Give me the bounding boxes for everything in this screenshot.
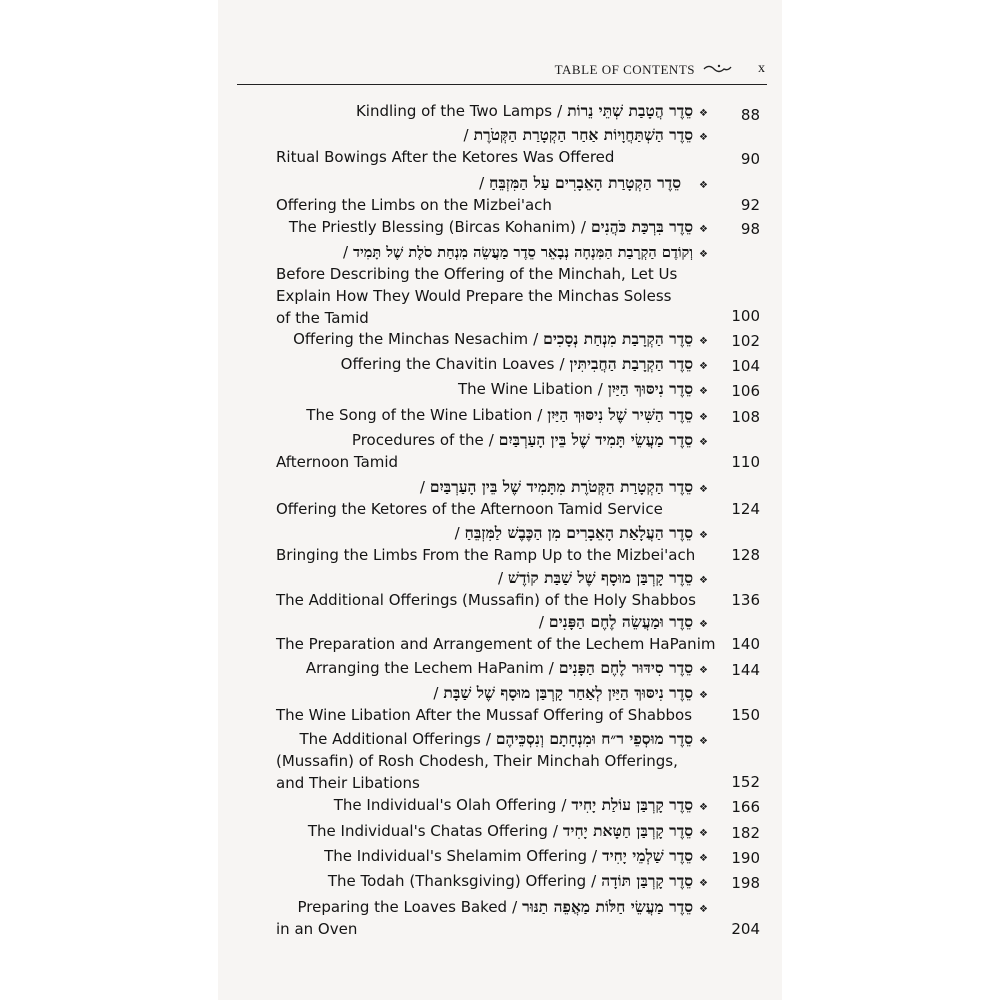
entry-title-english: Offering the Chavitin Loaves	[340, 355, 555, 373]
entry-title-english: Offering the Limbs on the Mizbei'ach	[276, 196, 552, 214]
entry-title-hebrew: סֵדֶר מוּסְפֵי ר״ח וּמִנְחָתָם וְנִסְכֵּיהֶם	[495, 729, 694, 748]
entry-title-hebrew: סֵדֶר נִיסּוּךְ הַיַּיִן לְאַחַר קָרְבַּן מוּסָף שֶׁל שַׁבָּת	[443, 683, 694, 702]
toc-entry[interactable]: Arranging the Lechem HaPanim / סֵדֶר סִידּוּר לֶחֶם הַפָּנִים ❖ 144	[258, 657, 768, 679]
entry-title-hebrew: סֵדֶר נִיסּוּךְ הַיַּיִן	[607, 379, 694, 398]
diamond-bullet-icon: ❖	[699, 437, 708, 448]
toc-entry[interactable]: / סֵדֶר נִיסּוּךְ הַיַּיִן לְאַחַר קָרְבַּן מוּסָף שֶׁל שַׁבָּת ❖ The Wine Libation After the Mussaf Offering of Shabbos 150	[276, 683, 760, 724]
diamond-bullet-icon: ❖	[699, 361, 708, 372]
entry-title-hebrew: סֵדֶר הַשְׁתַּחֲוָיוֹת אַחַר הַקְטָרַת הַקְּטֹרֶת	[473, 125, 694, 144]
entry-title-english: The Priestly Blessing (Bircas Kohanim)	[288, 218, 576, 236]
toc-entry[interactable]: The Individual's Shelamim Offering / סֵדֶר שַׁלְמֵי יָחִיד ❖ 190	[258, 845, 768, 867]
diamond-bullet-icon: ❖	[699, 736, 708, 747]
diamond-bullet-icon: ❖	[699, 132, 708, 143]
diamond-bullet-icon: ❖	[699, 336, 708, 347]
diamond-bullet-icon: ❖	[699, 853, 708, 864]
entry-title-english: The Additional Offerings (Mussafin) of the Holy Shabbos	[276, 591, 696, 609]
toc-entry[interactable]: Preparing the Loaves Baked / סֵדֶר מַעֲשֵׂי חַלּוֹת מַאֲפֵה תַנּוּר ❖ in an Oven 204	[276, 897, 760, 938]
entry-page-number: 108	[731, 408, 760, 426]
entry-title-hebrew: סֵדֶר קָרְבַּן עוֹלַת יָחִיד	[571, 795, 694, 814]
entry-title-hebrew: וְקוֹדֶם הַקְרָבַת הַמִּנְחָה נְבָאֵר סֵדֶר מַעֲשֵׂה מִנְחַת סֹלֶת שֶׁל תָּמִיד	[353, 244, 694, 261]
entry-title-hebrew: סֵדֶר הַקְטָרַת הָאֵבָרִים עַל הַמִּזְבֵּחַ	[489, 173, 682, 192]
diamond-bullet-icon: ❖	[699, 530, 708, 541]
entry-page-number: 182	[731, 824, 760, 842]
diamond-bullet-icon: ❖	[699, 180, 708, 191]
entry-title-english: (Mussafin) of Rosh Chodesh, Their Minchah Offerings,	[276, 752, 678, 770]
entry-title-hebrew: סֵדֶר הַעֲלָאַת הָאֵבָרִים מִן הַכֶּבֶשׁ לַמִּזְבֵּחַ	[464, 523, 694, 542]
entry-title-english: Before Describing the Offering of the Minchah, Let Us	[276, 265, 678, 283]
toc-entry[interactable]: Procedures of the / סֵדֶר מַעֲשֵׂי תָּמִיד שֶׁל בֵּין הָעַרְבַּיִם ❖ Afternoon Tamid 110	[276, 430, 760, 471]
running-title: TABLE OF CONTENTS	[554, 62, 695, 77]
entry-title-english: The Individual's Chatas Offering	[307, 822, 548, 840]
entry-title-english: The Individual's Olah Offering	[333, 796, 557, 814]
entry-page-number: 124	[731, 500, 760, 518]
entry-page-number: 166	[731, 798, 760, 816]
entry-page-number: 150	[731, 706, 760, 724]
entry-title-hebrew: סֵדֶר סִידּוּר לֶחֶם הַפָּנִים	[558, 658, 694, 677]
diamond-bullet-icon: ❖	[699, 878, 708, 889]
toc-entry[interactable]: The Song of the Wine Libation / סֵדֶר הַשִּׁיר שֶׁל נִיסּוּךְ הַיַּיִן ❖ 108	[258, 404, 768, 426]
entry-title-hebrew: סֵדֶר מַעֲשֵׂי תָּמִיד שֶׁל בֵּין הָעַרְבַּיִם	[498, 430, 694, 449]
entry-title-hebrew: סֵדֶר קָרְבַּן מוּסָף שֶׁל שַׁבַּת קוֹדֶשׁ	[508, 568, 694, 587]
diamond-bullet-icon: ❖	[699, 249, 708, 260]
entry-title-english: Bringing the Limbs From the Ramp Up to the Mizbei'ach	[276, 546, 696, 564]
entry-title-english: Explain How They Would Prepare the Minchas Soless	[276, 287, 672, 305]
entry-title-english: The Wine Libation After the Mussaf Offering of Shabbos	[276, 706, 693, 724]
toc-entry[interactable]: The Todah (Thanksgiving) Offering / סֵדֶר קָרְבַּן תּוֹדָה ❖ 198	[258, 870, 768, 892]
toc-entry[interactable]: The Individual's Olah Offering / סֵדֶר קָרְבַּן עוֹלַת יָחִיד ❖ 166	[258, 794, 768, 816]
entry-page-number: 152	[731, 773, 760, 791]
entry-title-english: The Wine Libation	[457, 380, 593, 398]
toc-entry[interactable]: / סֵדֶר הַעֲלָאַת הָאֵבָרִים מִן הַכֶּבֶשׁ לַמִּזְבֵּחַ ❖ Bringing the Limbs From the Ramp Up to the Mizbei'ach 128	[276, 523, 760, 564]
entry-title-english: of the Tamid	[276, 309, 369, 327]
entry-title-hebrew: סֵדֶר קָרְבַּן תּוֹדָה	[601, 871, 694, 890]
entry-title-english: The Song of the Wine Libation	[306, 406, 533, 424]
entry-page-number: 88	[740, 106, 760, 124]
toc-entry[interactable]: / וְקוֹדֶם הַקְרָבַת הַמִּנְחָה נְבָאֵר סֵדֶר מַעֲשֵׂה מִנְחַת סֹלֶת שֶׁל תָּמִיד ❖ Before Describing the Offering of the Minchah, Let Us Explain How They Would Prepare the Minchas Soless of the Tamid 100	[276, 243, 760, 327]
diamond-bullet-icon: ❖	[699, 665, 708, 676]
entry-title-english: Offering the Ketores of the Afternoon Tamid Service	[276, 500, 663, 518]
entry-page-number: 100	[731, 307, 760, 325]
entry-page-number: 140	[731, 635, 760, 653]
toc-entry[interactable]: Offering the Chavitin Loaves / סֵדֶר הַקְרָבַת הַחֲבִיתִּין ❖ 104	[258, 353, 768, 375]
entry-page-number: 198	[731, 874, 760, 892]
toc-entry[interactable]: / סֵדֶר הַשְׁתַּחֲוָיוֹת אַחַר הַקְטָרַת הַקְּטֹרֶת ❖ Ritual Bowings After the Ketores Was Offered 90	[276, 125, 760, 168]
entry-title-hebrew: סֵדֶר שַׁלְמֵי יָחִיד	[602, 846, 694, 865]
entry-page-number: 204	[731, 920, 760, 938]
toc-entry[interactable]: The Individual's Chatas Offering / סֵדֶר קָרְבַּן חַטָּאת יָחִיד ❖ 182	[258, 820, 768, 842]
entry-page-number: 128	[731, 546, 760, 564]
entry-title-hebrew: סֵדֶר קָרְבַּן חַטָּאת יָחִיד	[562, 821, 694, 840]
entry-title-hebrew: סֵדֶר וּמַעֲשֵׂה לֶחֶם הַפָּנִים	[548, 612, 694, 631]
diamond-bullet-icon: ❖	[699, 108, 708, 119]
toc-entry[interactable]: / סֵדֶר וּמַעֲשֵׂה לֶחֶם הַפָּנִים ❖ The Preparation and Arrangement of the Lechem HaPanim 140	[276, 612, 760, 653]
toc-entry[interactable]: / סֵדֶר קָרְבַּן מוּסָף שֶׁל שַׁבַּת קוֹדֶשׁ ❖ The Additional Offerings (Mussafin) of the Holy Shabbos 136	[276, 568, 760, 609]
entry-title-hebrew: סֵדֶר בִּרְכַּת כֹּהֲנִים	[590, 217, 694, 236]
diamond-bullet-icon: ❖	[699, 386, 708, 397]
entry-page-number: 110	[731, 453, 760, 471]
diamond-bullet-icon: ❖	[699, 690, 708, 701]
entry-title-hebrew: סֵדֶר הַקְטָרַת הַקְּטֹרֶת מִתָּמִיד שֶׁל בֵּין הָעַרְבַּיִם	[429, 477, 694, 496]
entry-title-hebrew: סֵדֶר הַקְרָבַת הַחֲבִיתִּין	[569, 354, 694, 373]
header-page-number: x	[758, 61, 765, 76]
entry-title-english: The Additional Offerings	[299, 730, 481, 748]
entry-title-english: in an Oven	[276, 920, 358, 938]
entry-title-english: Offering the Minchas Nesachim	[293, 330, 529, 348]
diamond-bullet-icon: ❖	[699, 484, 708, 495]
entry-page-number: 136	[731, 591, 760, 609]
entry-title-english: Kindling of the Two Lamps	[355, 102, 553, 120]
diamond-bullet-icon: ❖	[699, 575, 708, 586]
entry-title-hebrew: סֵדֶר מַעֲשֵׂי חַלּוֹת מַאֲפֵה תַנּוּר	[522, 897, 694, 916]
toc-entry[interactable]: / סֵדֶר הַקְטָרַת הָאֵבָרִים עַל הַמִּזְבֵּחַ ❖ Offering the Limbs on the Mizbei'ach 92	[276, 173, 760, 214]
entry-page-number: 92	[740, 196, 760, 214]
entry-title-english: Preparing the Loaves Baked	[297, 898, 508, 916]
entry-page-number: 104	[731, 357, 760, 375]
entry-title-english: Ritual Bowings After the Ketores Was Offered	[276, 148, 615, 166]
entry-title-english: Procedures of the	[351, 431, 484, 449]
diamond-bullet-icon: ❖	[699, 904, 708, 915]
entry-page-number: 190	[731, 849, 760, 867]
entry-title-english: The Todah (Thanksgiving) Offering	[327, 872, 587, 890]
entry-title-english: The Individual's Shelamim Offering	[324, 847, 588, 865]
entry-page-number: 144	[731, 661, 760, 679]
entry-title-english: Afternoon Tamid	[276, 453, 399, 471]
entry-page-number: 98	[740, 220, 760, 238]
entry-title-hebrew: סֵדֶר הַשִּׁיר שֶׁל נִיסּוּךְ הַיַּיִן	[547, 405, 694, 424]
entry-title-hebrew: סֵדֶר הַקְרָבַת מִנְחַת נְסָכִים	[543, 329, 694, 348]
entry-title-hebrew: סֵדֶר הֲטָבַת שְׁתֵּי נֵרוֹת	[567, 101, 694, 120]
toc-entry[interactable]: The Wine Libation / סֵדֶר נִיסּוּךְ הַיַּיִן ❖ 106	[258, 378, 768, 400]
toc-entry[interactable]: Offering the Minchas Nesachim / סֵדֶר הַקְרָבַת מִנְחַת נְסָכִים ❖ 102	[258, 328, 768, 350]
entry-title-english: Arranging the Lechem HaPanim	[305, 659, 544, 677]
entry-page-number: 106	[731, 382, 760, 400]
diamond-bullet-icon: ❖	[699, 619, 708, 630]
toc-entry[interactable]: The Priestly Blessing (Bircas Kohanim) / סֵדֶר בִּרְכַּת כֹּהֲנִים ❖ 98	[258, 216, 768, 238]
diamond-bullet-icon: ❖	[699, 412, 708, 423]
entry-page-number: 102	[731, 332, 760, 350]
entry-title-english: The Preparation and Arrangement of the Lechem HaPanim	[276, 635, 716, 653]
toc-entry[interactable]: / סֵדֶר הַקְטָרַת הַקְּטֹרֶת מִתָּמִיד שֶׁל בֵּין הָעַרְבַּיִם ❖ Offering the Ketores of the Afternoon Tamid Service 124	[276, 477, 760, 518]
toc-entry[interactable]: The Additional Offerings / סֵדֶר מוּסְפֵי ר״ח וּמִנְחָתָם וְנִסְכֵּיהֶם ❖ (Mussafin) of Rosh Chodesh, Their Minchah Offerings, and Their Libations 152	[276, 729, 760, 792]
entry-title-english: and Their Libations	[276, 774, 420, 792]
toc-entry[interactable]: Kindling of the Two Lamps / סֵדֶר הֲטָבַת שְׁתֵּי נֵרוֹת ❖ 88	[355, 101, 760, 124]
diamond-bullet-icon: ❖	[699, 224, 708, 235]
diamond-bullet-icon: ❖	[699, 828, 708, 839]
diamond-bullet-icon: ❖	[699, 802, 708, 813]
entry-page-number: 90	[740, 150, 760, 168]
